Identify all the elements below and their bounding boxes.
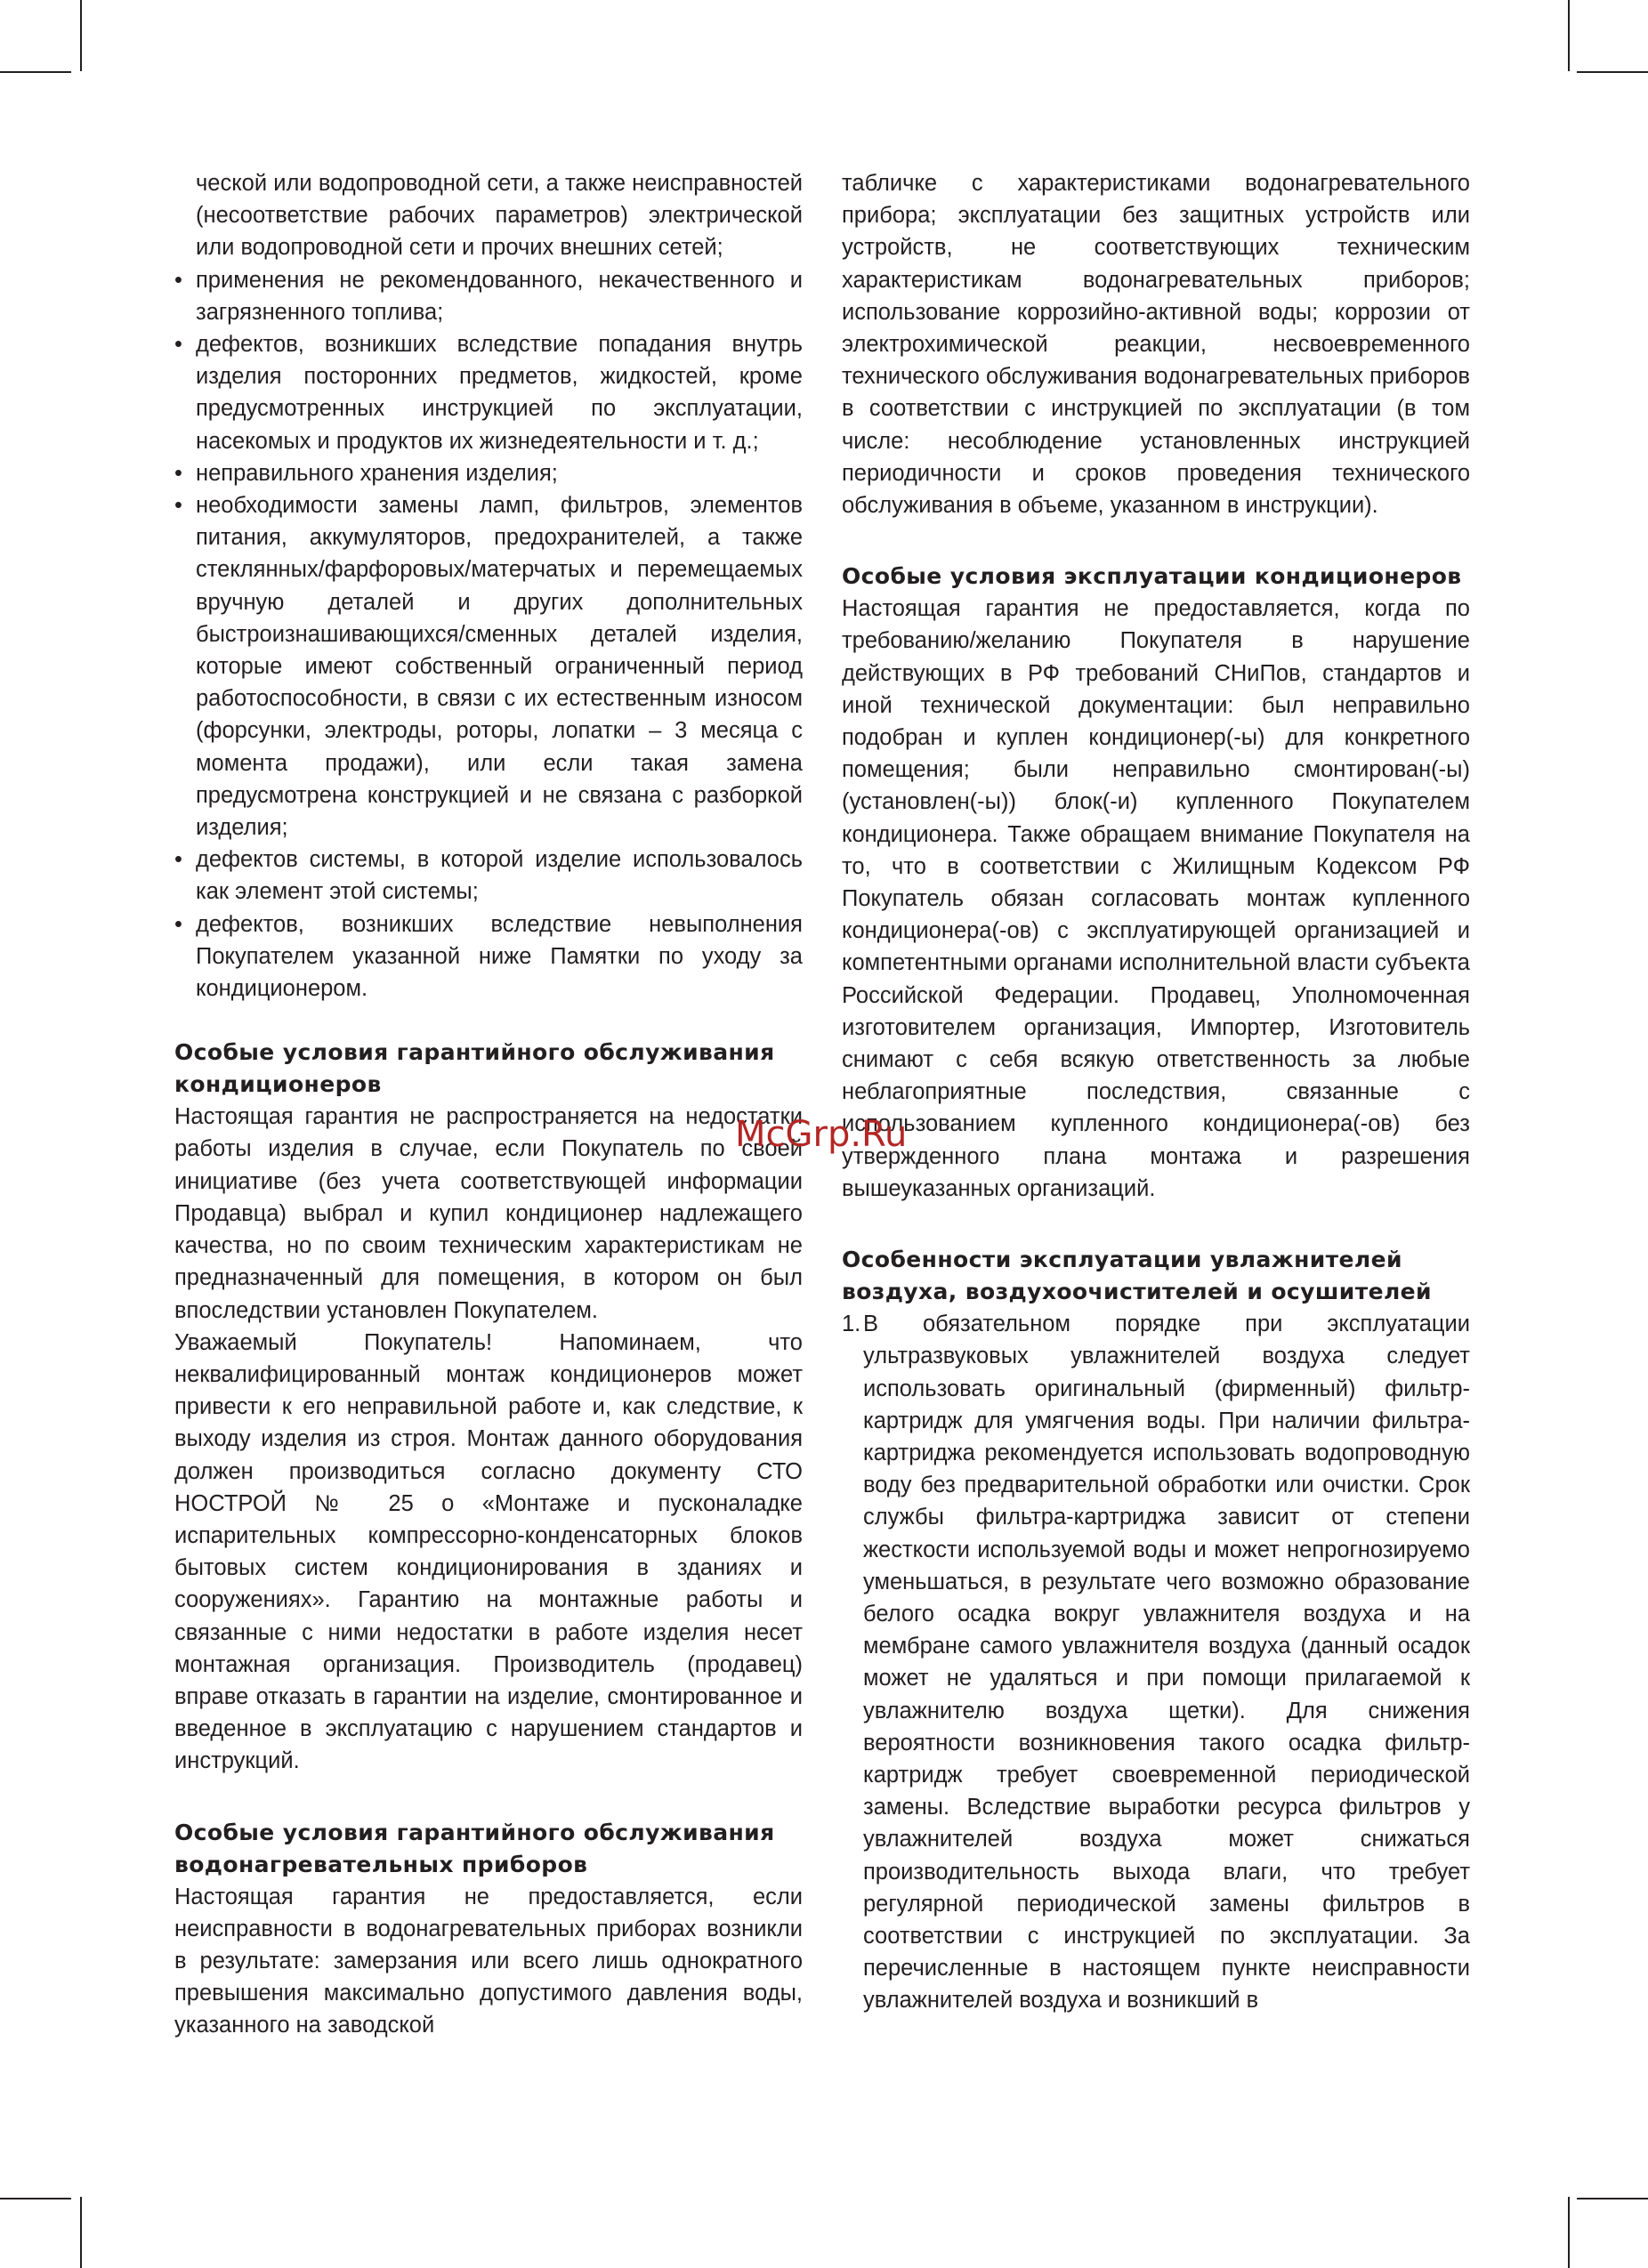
continuation-text: табличке с характеристиками водонагревательного прибора; эксплуатации без защитных устройств или устройств, не соответствующих техническим характеристикам водонагревательных приборов; использование коррозийно-активной воды; коррозии от электрохимической реакции, несвоевременного технического обслуживания водонагревательных приборов в соответствии с инструкцией по эксплуатации (в том числе: несоблюдение установленных инструкцией периодичности и сроков проведения технического обслуживания в объеме, указанном в инструкции). bbox=[842, 171, 1470, 519]
list-item: • дефектов системы, в которой изделие использовалось как элемент этой системы; bbox=[174, 843, 803, 908]
list-number: 1. bbox=[842, 1312, 861, 1337]
crop-mark bbox=[0, 71, 71, 73]
crop-mark bbox=[1568, 0, 1570, 71]
paragraph: Настоящая гарантия не предоставляется, когда по требованию/желанию Покупателя в нарушение действующих в РФ требований СНиПов, стандартов и иной технической документации: был неправильно подобран и куплен кондиционер(-ы) для конкретного помещения; были неправильно смонтирован(-ы) (установлен(-ы)) блок(-и) купленного Покупателем кондиционера. Также обращаем внимание Покупателя на то, что в соответствии с Жилищным Кодексом РФ Покупатель обязан согласовать монтаж купленного кондиционера(-ов) с эксплуатирующей организацией и компетентными органами исполнительной власти субъекта Российской Федерации. Продавец, Уполномоченная изготовителем организация, Импортер, Изготовитель снимают с себя всякую ответственность за любые неблагоприятные последствия, связанные с использованием купленного кондиционера(-ов) без утвержденного плана монтажа и разрешения вышеуказанных организаций. bbox=[842, 596, 1470, 1201]
left-column bbox=[174, 167, 803, 2042]
crop-mark bbox=[1568, 2197, 1570, 2268]
humidifier-list bbox=[842, 1308, 1470, 2016]
paragraph: Уважаемый Покупатель! Напоминаем, что неквалифицированный монтаж кондиционеров может привести к его неправильной работе и, как следствие, к выходу изделия из строя. Монтаж данного оборудования должен производиться согласно документу СТО НОСТРОЙ № 25 о «Монтаже и пусконаладке испарительных компрессорно-конденсаторных блоков бытовых систем кондиционирования в зданиях и сооружениях». Гарантию на монтажные работы и связанные с ними недостатки в работе изделия несет монтажная организация. Производитель (продавец) вправе отказать в гарантии на изделие, смонтированное и введенное в эксплуатацию с нарушением стандартов и инструкций. bbox=[174, 1329, 803, 1774]
watermark: McGrp.Ru bbox=[735, 1114, 908, 1155]
continuation-text: ческой или водопроводной сети, а также неисправностей (несоответствие рабочих параметров) электрической или водопроводной сети и прочих внешних сетей; bbox=[196, 171, 803, 261]
list-item-text: В обязательном порядке при эксплуатации ультразвуковых увлажнителей воздуха следует использовать оригинальный (фирменный) фильтр-картридж для умягчения воды. При наличии фильтра-картриджа рекомендуется использовать водопроводную воду без предварительной обработки или очистки. Срок службы фильтра-картриджа зависит от степени жесткости используемой воды и может непрогнозируемо уменьшаться, в результате чего возможно образование белого осадка вокруг увлажнителя воздуха и на мембране самого увлажнителя воздуха (данный осадок может не удаляться и при помощи прилагаемой к увлажнителю воздуха щетки). Для снижения вероятности возникновения такого осадка фильтр-картридж требует своевременной периодической замены. Вследствие выработки ресурса фильтров у увлажнителей воздуха может снижаться производительность выхода влаги, что требует регулярной периодической замены фильтров в соответствии с инструкцией по эксплуатации. За перечисленные в настоящем пункте неисправности увлажнителей воздуха и возникший в bbox=[863, 1312, 1470, 2014]
list-item: • неправильного хранения изделия; bbox=[174, 457, 803, 489]
list-item: • дефектов, возникших вследствие невыполнения Покупателем указанной ниже Памятки по уходу за кондиционером. bbox=[174, 908, 803, 1005]
section-heading-ac-operation: Особые условия эксплуатации кондиционеров bbox=[842, 563, 1462, 590]
crop-mark bbox=[80, 2197, 82, 2268]
list-item: • необходимости замены ламп, фильтров, элементов питания, аккумуляторов, предохранителей, а также стеклянных/фарфоровых/матерчатых и перемещаемых вручную деталей и других дополнительных быстроизнашивающихся/сменных деталей изделия, которые имеют собственный ограниченный период работоспособности, в связи с их естественным износом (форсунки, электроды, роторы, лопатки – 3 месяца с момента продажи), или если такая замена предусмотрена конструкцией и не связана с разборкой изделия; bbox=[174, 489, 803, 843]
crop-mark bbox=[80, 0, 82, 71]
list-item: • дефектов, возникших вследствие попадания внутрь изделия посторонних предметов, жидкостей, кроме предусмотренных инструкцией по эксплуатации, насекомых и продуктов их жизнедеятельности и т. д.; bbox=[174, 328, 803, 457]
list-item: • применения не рекомендованного, некачественного и загрязненного топлива; bbox=[174, 264, 803, 328]
crop-mark bbox=[1577, 2198, 1648, 2199]
crop-mark bbox=[1577, 71, 1648, 73]
right-column bbox=[842, 167, 1470, 2017]
section-heading-ac-warranty: Особые условия гарантийного обслуживания кондиционеров bbox=[174, 1039, 775, 1098]
paragraph: Настоящая гарантия не предоставляется, если неисправности в водонагревательных приборах возникли в результате: замерзания или всего лишь однократного превышения максимально допустимого давления воды, указанного на заводской bbox=[174, 1884, 803, 2038]
list-item bbox=[842, 1308, 1470, 2016]
crop-mark bbox=[0, 2198, 71, 2199]
section-heading-humidifiers: Особенности эксплуатации увлажнителей воздуха, воздухоочистителей и осушителей bbox=[842, 1247, 1432, 1305]
paragraph: Настоящая гарантия не распространяется на недостатки работы изделия в случае, если Покупатель по своей инициативе (без учета соответствующей информации Продавца) выбрал и купил кондиционер надлежащего качества, но по своим техническим характеристикам не предназначенный для помещения, в котором он был впоследствии установлен Покупателем. bbox=[174, 1104, 803, 1323]
section-heading-water-heater: Особые условия гарантийного обслуживания водонагревательных приборов bbox=[174, 1819, 775, 1877]
exclusions-list bbox=[174, 264, 803, 1005]
